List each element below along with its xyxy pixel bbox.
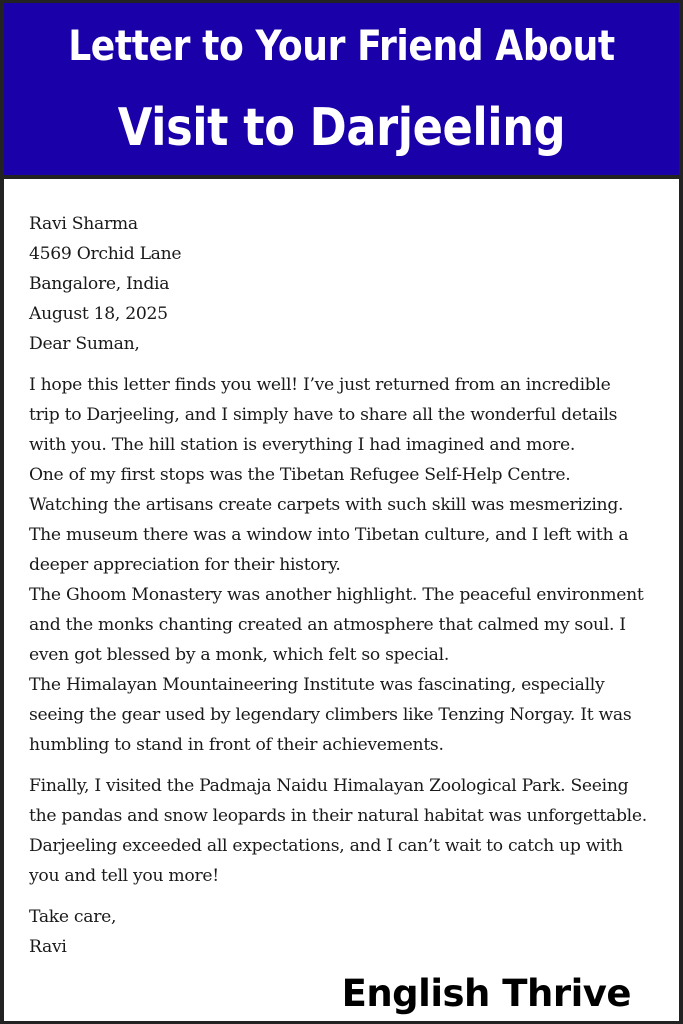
spacer	[29, 760, 669, 771]
paragraph-line: humbling to stand in front of their achievements.	[29, 735, 444, 755]
brand-watermark: English Thrive	[341, 972, 631, 1015]
paragraph-line: I hope this letter finds you well! I’ve just returned from an incredible	[29, 375, 611, 395]
paragraph-line: Finally, I visited the Padmaja Naidu Himalayan Zoological Park. Seeing	[29, 776, 629, 796]
closing: Take care,	[29, 907, 117, 927]
paragraph-line: Darjeeling exceeded all expectations, and I can’t wait to catch up with	[29, 836, 623, 856]
salutation: Dear Suman,	[29, 334, 140, 354]
paragraph-line: deeper appreciation for their history.	[29, 555, 341, 575]
spacer	[29, 359, 669, 370]
spacer	[29, 891, 669, 902]
address-line-2: Bangalore, India	[29, 274, 170, 294]
paragraph-line: The Himalayan Mountaineering Institute was fascinating, especially	[29, 675, 605, 695]
paragraph-line: Watching the artisans create carpets with such skill was mesmerizing.	[29, 495, 624, 515]
title-line-2: Visit to Darjeeling	[117, 98, 566, 158]
paragraph-1	[29, 370, 669, 760]
paragraph-line: The Ghoom Monastery was another highlight. The peaceful environment	[29, 585, 644, 605]
sender-name: Ravi Sharma	[29, 214, 138, 234]
paragraph-2	[29, 771, 669, 891]
paragraph-line: The museum there was a window into Tibetan culture, and I left with a	[29, 525, 629, 545]
paragraph-line: seeing the gear used by legendary climbers like Tenzing Norgay. It was	[29, 705, 632, 725]
letter-text	[29, 209, 669, 962]
paragraph-line: with you. The hill station is everything I had imagined and more.	[29, 435, 575, 455]
letter-date: August 18, 2025	[29, 304, 168, 324]
paragraph-line: the pandas and snow leopards in their natural habitat was unforgettable.	[29, 806, 647, 826]
letter-body	[4, 179, 679, 1021]
paragraph-line: even got blessed by a monk, which felt so special.	[29, 645, 449, 665]
paragraph-line: and the monks chanting created an atmosphere that calmed my soul. I	[29, 615, 626, 635]
signature: Ravi	[29, 937, 67, 957]
paragraph-line: trip to Darjeeling, and I simply have to share all the wonderful details	[29, 405, 618, 425]
title-banner	[4, 3, 679, 175]
address-line-1: 4569 Orchid Lane	[29, 244, 182, 264]
title-line-1: Letter to Your Friend About	[68, 21, 615, 70]
paragraph-line: you and tell you more!	[29, 866, 219, 886]
paragraph-line: One of my first stops was the Tibetan Refugee Self-Help Centre.	[29, 465, 571, 485]
